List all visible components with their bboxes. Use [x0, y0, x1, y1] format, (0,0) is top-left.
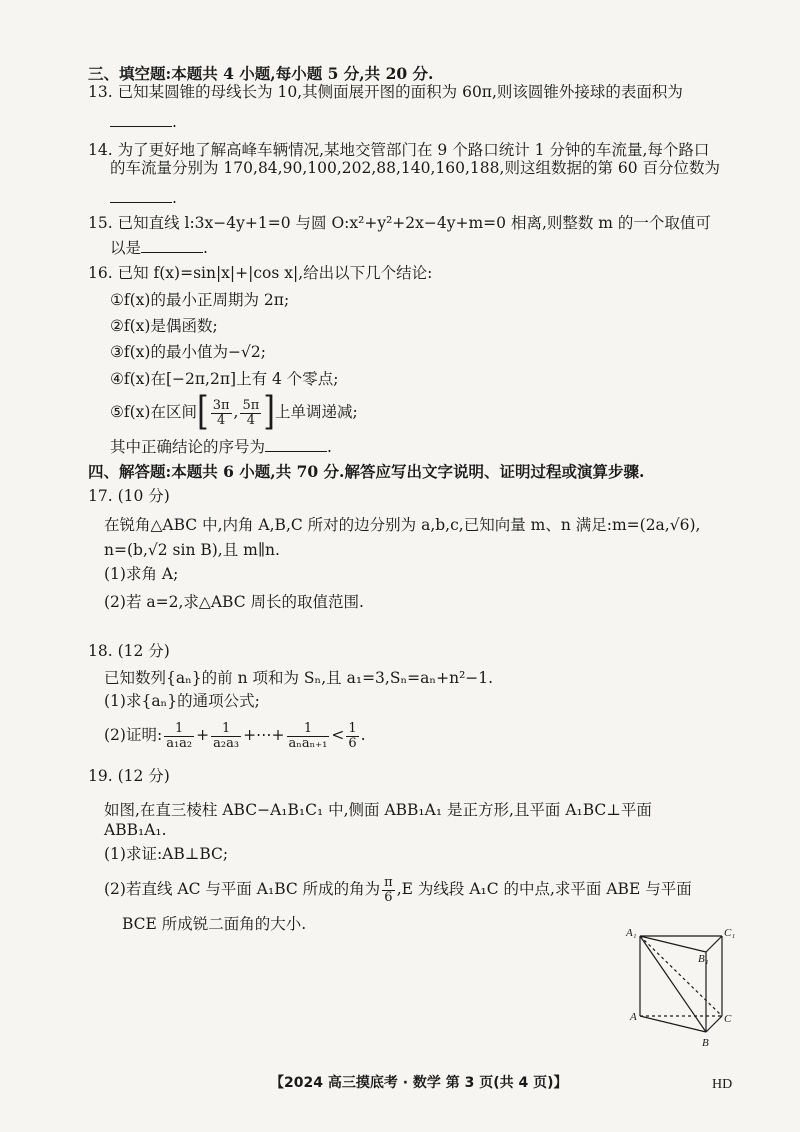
frac-num: 5π	[242, 397, 260, 413]
frac-den: a₂a₃	[213, 735, 240, 751]
frac-den: 4	[246, 412, 255, 428]
q14-line2: 的车流量分别为 170,84,90,100,202,88,140,160,188,则这组数据的第 60 百分位数为	[110, 159, 721, 177]
q19-header: 19. (12 分)	[88, 767, 170, 785]
q19-line4: BCE 所成锐二面角的大小.	[122, 915, 307, 933]
q18-header: 18. (12 分)	[88, 642, 170, 660]
q15-line1: 15. 已知直线 l:3x−4y+1=0 与圆 O:x²+y²+2x−4y+m=0 相离,则整数 m 的一个取值可	[88, 214, 711, 232]
q13-answer-blank	[110, 112, 172, 127]
q15-end: .	[203, 239, 208, 257]
segment-a1b	[640, 936, 706, 1032]
q18-end: .	[360, 726, 366, 744]
frac-den: a₁a₂	[166, 735, 193, 751]
q13-line2	[110, 112, 177, 132]
label-b1: B₁	[698, 953, 709, 965]
q13-line1: 13. 已知某圆锥的母线长为 10,其侧面展开图的面积为 60π,则该圆锥外接球的表面积为	[88, 83, 683, 101]
q16-claim4: ④f(x)在[−2π,2π]上有 4 个零点;	[110, 370, 339, 388]
q17-part2: (2)若 a=2,求△ABC 周长的取值范围.	[104, 593, 364, 611]
q16-answer-prompt: 其中正确结论的序号为	[110, 438, 266, 456]
q13-end: .	[172, 113, 177, 131]
frac-den: 4	[216, 412, 226, 428]
q16-claim5-suffix: 上单调递减;	[275, 403, 358, 421]
q16-answer-blank	[265, 437, 327, 452]
q16-claim2: ②f(x)是偶函数;	[110, 317, 218, 335]
q19-line1: 如图,在直三棱柱 ABC−A₁B₁C₁ 中,侧面 ABB₁A₁ 是正方形,且平面 A₁BC⊥平面	[104, 801, 652, 819]
frac-den: 6	[384, 889, 393, 905]
q16-claim5-prefix: ⑤f(x)在区间	[110, 403, 197, 421]
frac-num: 1	[164, 722, 194, 737]
q14-line1: 14. 为了更好地了解高峰车辆情况,某地交管部门在 9 个路口统计 1 分钟的车流量,每个路口	[88, 141, 710, 159]
edge-b1c1	[706, 936, 722, 952]
q16-answer-line	[110, 437, 332, 457]
fraction-5pi-4	[240, 399, 261, 428]
q16-end: .	[327, 438, 332, 456]
fraction-one-sixth	[346, 722, 358, 751]
q14-answer-blank	[110, 188, 172, 203]
corner-code: HD	[712, 1077, 733, 1092]
section3-heading: 三、填空题:本题共 4 小题,每小题 5 分,共 20 分.	[88, 64, 434, 83]
left-bracket: [	[196, 389, 209, 436]
page-footer: 【2024 高三摸底考 · 数学 第 3 页(共 4 页)】	[270, 1075, 568, 1091]
q18-part1: (1)求{aₙ}的通项公式;	[104, 692, 260, 710]
ellipsis: +⋯+	[243, 726, 285, 744]
q16-claim1: ①f(x)的最小正周期为 2π;	[110, 291, 290, 309]
q18-prove-label: (2)证明:	[104, 726, 163, 744]
frac-num: 1	[211, 722, 241, 737]
q14-line3	[110, 188, 177, 208]
q15-line2	[110, 238, 208, 258]
label-a1: A₁	[626, 927, 637, 939]
q19-part2	[104, 874, 692, 905]
q16-claim3: ③f(x)的最小值为−√2;	[110, 343, 266, 361]
q17-line2: n=(b,√2 sin B),且 m∥n.	[104, 541, 280, 559]
fraction-termn	[287, 722, 330, 751]
fraction-3pi-4	[211, 399, 232, 428]
section4-heading: 四、解答题:本题共 6 小题,共 70 分.解答应写出文字说明、证明过程或演算步骤.	[88, 462, 645, 481]
edge-bc	[706, 1016, 722, 1032]
fraction-pi-6	[382, 876, 395, 905]
frac-num: 3π	[212, 397, 230, 413]
q16-claim5	[110, 389, 358, 436]
frac-num: 1	[348, 720, 357, 736]
frac-den: 6	[348, 735, 357, 751]
q17-line1: 在锐角△ABC 中,内角 A,B,C 所对的边分别为 a,b,c,已知向量 m、n 满足:m=(2a,√6),	[104, 516, 701, 534]
frac-num: π	[384, 874, 393, 890]
q19-part2-suffix: ,E 为线段 A₁C 的中点,求平面 ABE 与平面	[396, 880, 692, 898]
q19-line2: ABB₁A₁.	[104, 821, 167, 839]
q16-line1: 16. 已知 f(x)=sin|x|+|cos x|,给出以下几个结论:	[88, 264, 433, 282]
q15-answer-blank	[141, 238, 203, 253]
q14-end: .	[172, 189, 177, 207]
q17-part1: (1)求角 A;	[104, 565, 179, 583]
plus-sign: +	[196, 726, 210, 744]
label-b: B	[702, 1037, 709, 1049]
fraction-term1	[164, 722, 194, 751]
q15-text: 以是	[110, 239, 142, 257]
q18-line1: 已知数列{aₙ}的前 n 项和为 Sₙ,且 a₁=3,Sₙ=aₙ+n²−1.	[104, 669, 494, 687]
frac-den: aₙaₙ₊₁	[288, 735, 328, 751]
right-bracket: ]	[263, 389, 275, 436]
label-c1: C₁	[724, 927, 736, 939]
prism-figure	[620, 922, 750, 1052]
q19-part1: (1)求证:AB⊥BC;	[104, 845, 229, 863]
q18-part2	[104, 718, 366, 752]
q17-header: 17. (10 分)	[88, 487, 170, 505]
frac-num: 1	[287, 722, 330, 737]
q19-part2-prefix: (2)若直线 AC 与平面 A₁BC 所成的角为	[104, 880, 381, 898]
label-a: A	[630, 1011, 637, 1023]
label-c: C	[724, 1013, 732, 1025]
fraction-term2	[211, 722, 241, 751]
less-than: <	[331, 726, 345, 744]
comma: ,	[233, 403, 239, 421]
